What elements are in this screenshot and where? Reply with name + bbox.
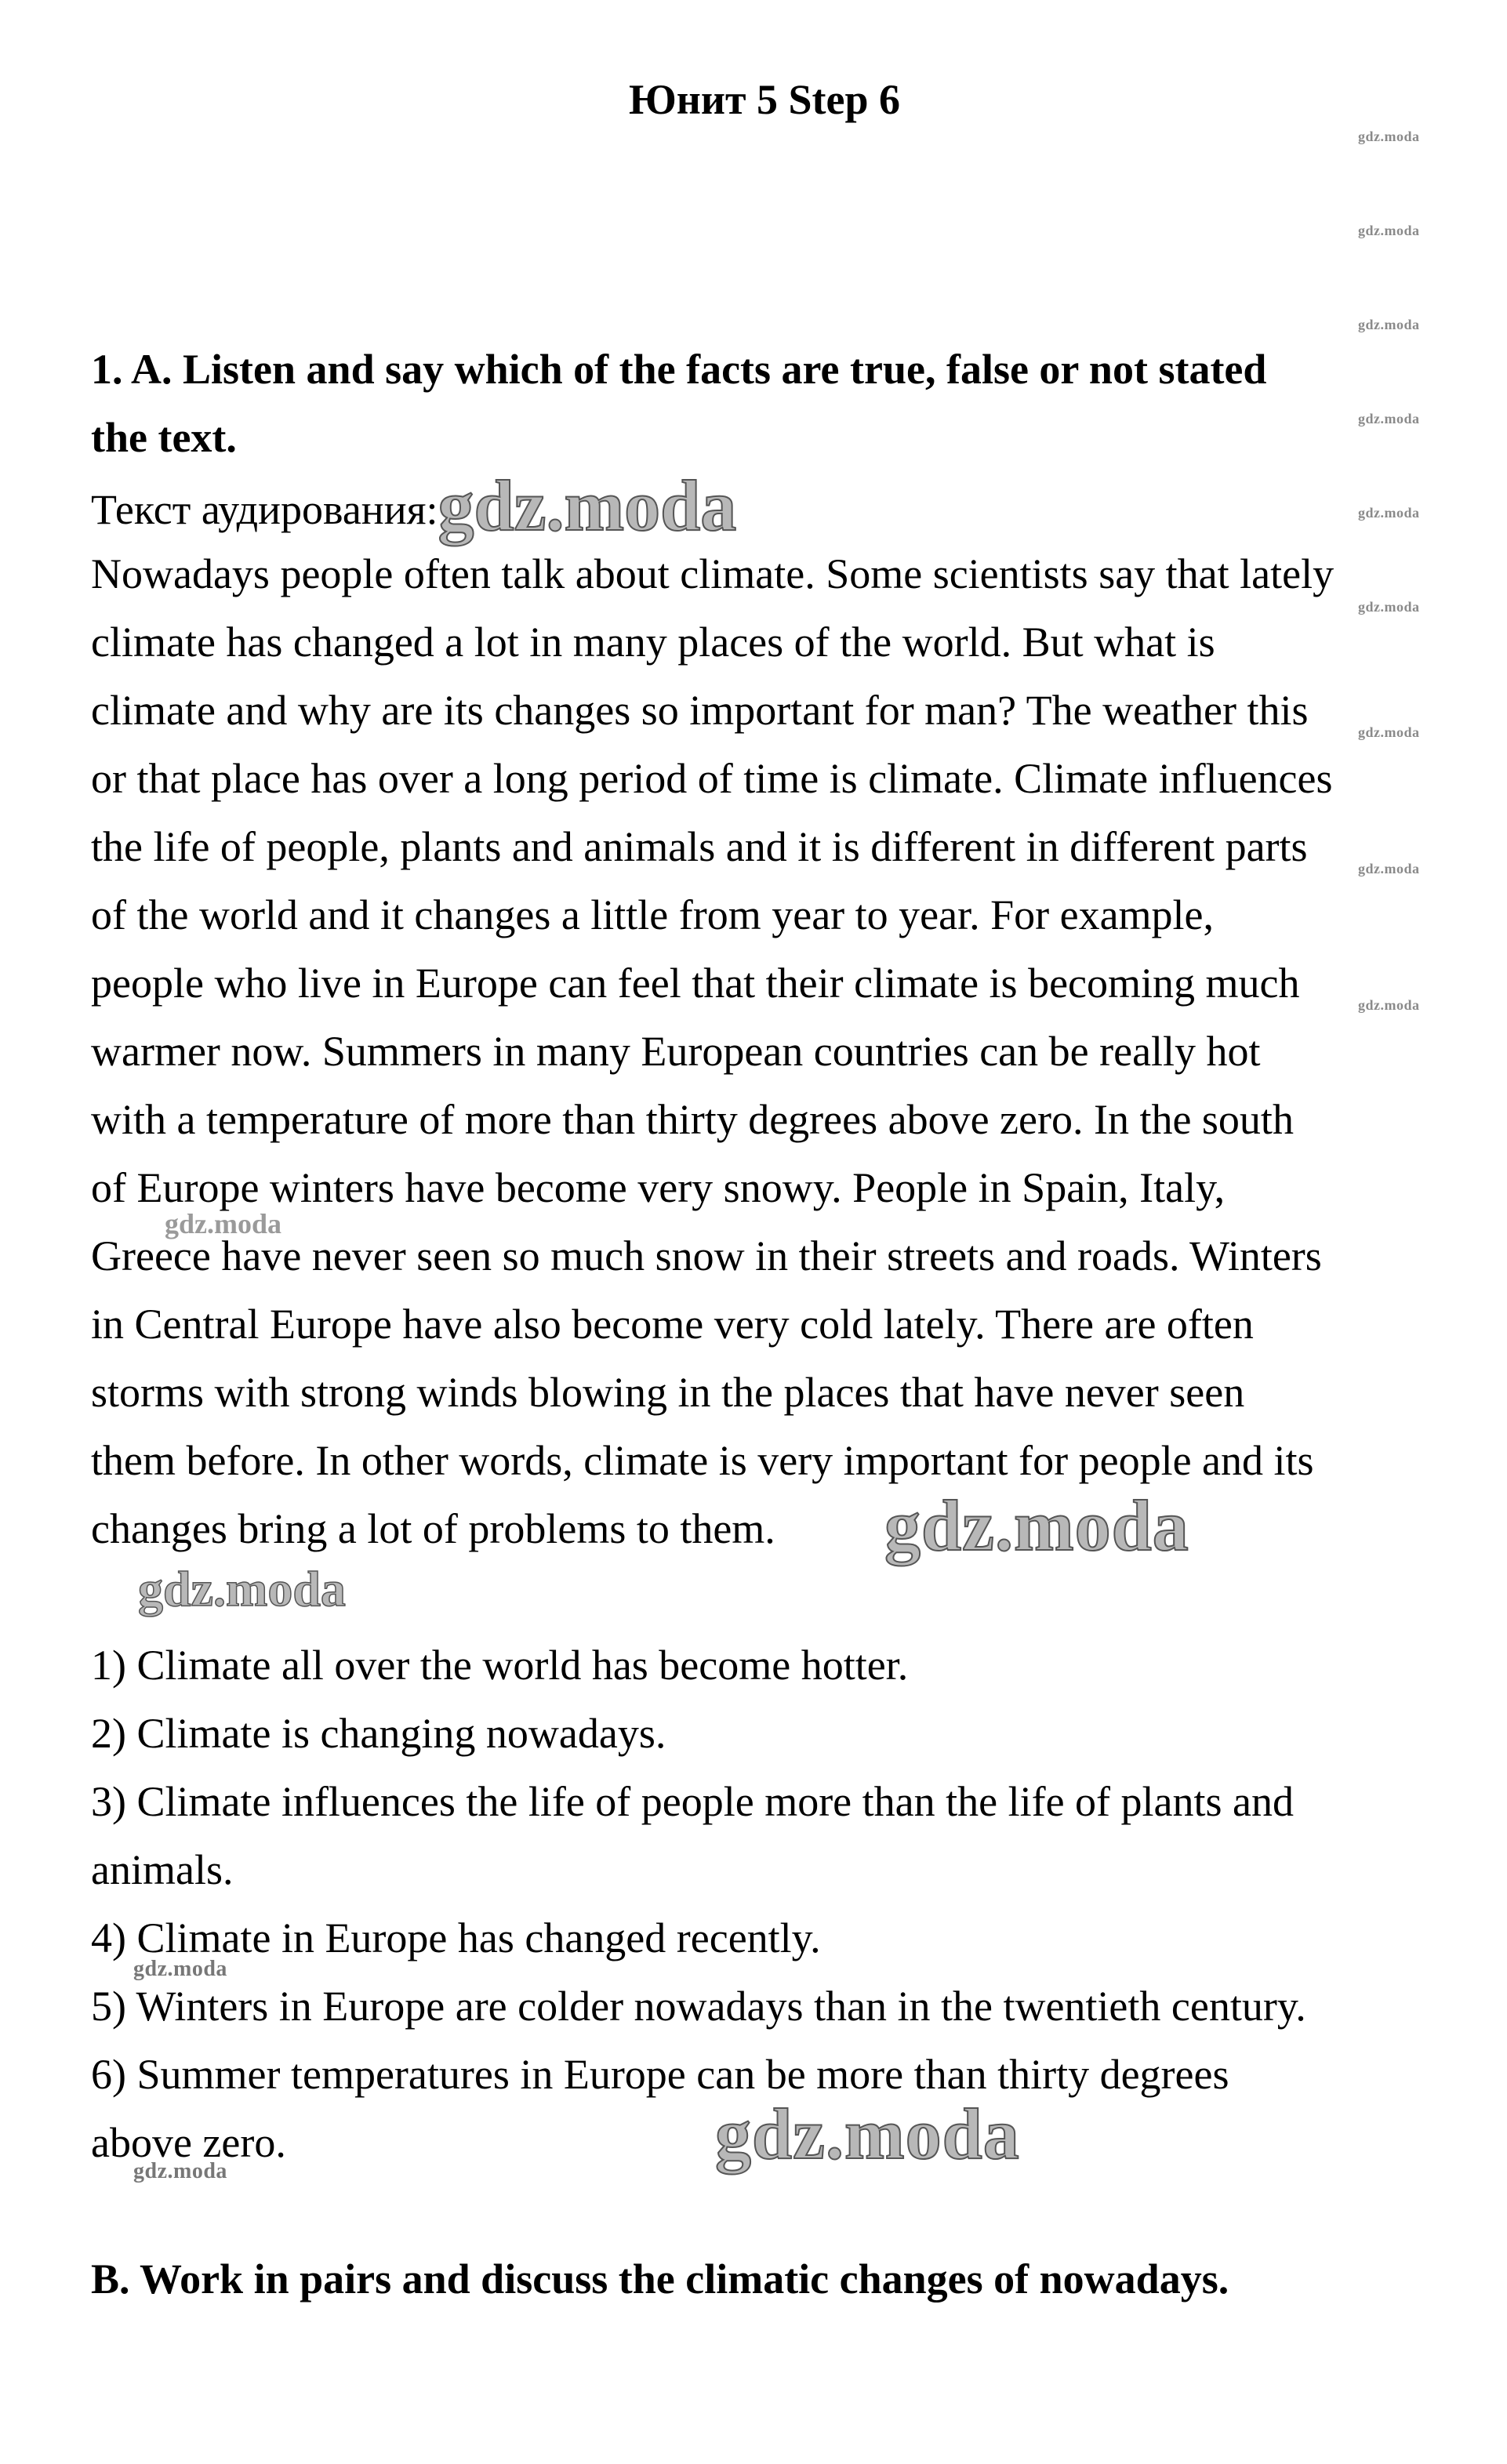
watermark-small: gdz.moda (1358, 317, 1420, 332)
passage-line: people who live in Europe can feel that their climate is becoming much (91, 960, 1300, 1007)
passage-line: of the world and it changes a little from year to year. For example, (91, 891, 1215, 938)
statement-line: 4) Climate in Europe has changed recently. (91, 1914, 821, 1961)
passage-line: in Central Europe have also become very cold lately. There are often (91, 1301, 1254, 1348)
watermark-large: gdz.moda (884, 1486, 1189, 1566)
statement-line: animals. (91, 1846, 234, 1893)
passage-line: climate has changed a lot in many places of the world. But what is (91, 619, 1215, 666)
listening-label-row (91, 466, 737, 546)
passage-line: them before. In other words, climate is very important for people and its (91, 1437, 1314, 1484)
passage-line: or that place has over a long period of time is climate. Climate influences (91, 755, 1333, 802)
task-b-heading: B. Work in pairs and discuss the climatic changes of nowadays. (91, 2255, 1229, 2303)
watermark-small: gdz.moda (1358, 724, 1420, 740)
passage-line: of Europe winters have become very snowy. People in Spain, Italy, (91, 1164, 1226, 1211)
listening-label: Текст аудирования: (91, 486, 438, 533)
watermark-large: gdz.moda (715, 2094, 1020, 2174)
watermark-small: gdz.moda (1358, 129, 1420, 144)
task-a-heading-line-2: the text. (91, 414, 237, 461)
task-a-heading-line-1: 1. A. Listen and say which of the facts are true, false or not stated (91, 346, 1267, 393)
passage-line: warmer now. Summers in many European countries can be really hot (91, 1028, 1261, 1075)
passage-line: storms with strong winds blowing in the places that have never seen (91, 1369, 1245, 1416)
watermark-small: gdz.moda (1358, 599, 1420, 615)
watermark-small: gdz.moda (133, 2159, 227, 2183)
statement-line: 3) Climate influences the life of people more than the life of plants and (91, 1778, 1294, 1825)
watermark-small: gdz.moda (1358, 997, 1420, 1013)
watermark-small: gdz.moda (133, 1957, 227, 1981)
passage-line: with a temperature of more than thirty degrees above zero. In the south (91, 1096, 1294, 1143)
statement-line: 1) Climate all over the world has become hotter. (91, 1642, 909, 1689)
watermark-medium: gdz.moda (138, 1561, 346, 1617)
passage-line: Nowadays people often talk about climate. Some scientists say that lately (91, 550, 1335, 597)
statement-line: 5) Winters in Europe are colder nowadays than in the twentieth century. (91, 1983, 1306, 2030)
statement-line: above zero. (91, 2119, 286, 2166)
passage-line: the life of people, plants and animals and it is different in different parts (91, 823, 1308, 870)
statement-line: 6) Summer temperatures in Europe can be more than thirty degrees (91, 2051, 1229, 2098)
statement-line: 2) Climate is changing nowadays. (91, 1710, 666, 1757)
page-title: Юнит 5 Step 6 (628, 76, 901, 123)
passage-line: climate and why are its changes so important for man? The weather this (91, 687, 1309, 734)
watermark-medium: gdz.moda (165, 1208, 282, 1239)
passage-line: Greece have never seen so much snow in their streets and roads. Winters (91, 1232, 1322, 1279)
watermark-small: gdz.moda (1358, 223, 1420, 238)
watermark-small: gdz.moda (1358, 411, 1420, 426)
watermark-large: gdz.moda (438, 466, 737, 546)
passage-line: changes bring a lot of problems to them. (91, 1505, 775, 1552)
watermark-small: gdz.moda (1358, 505, 1420, 521)
watermark-small: gdz.moda (1358, 861, 1420, 876)
